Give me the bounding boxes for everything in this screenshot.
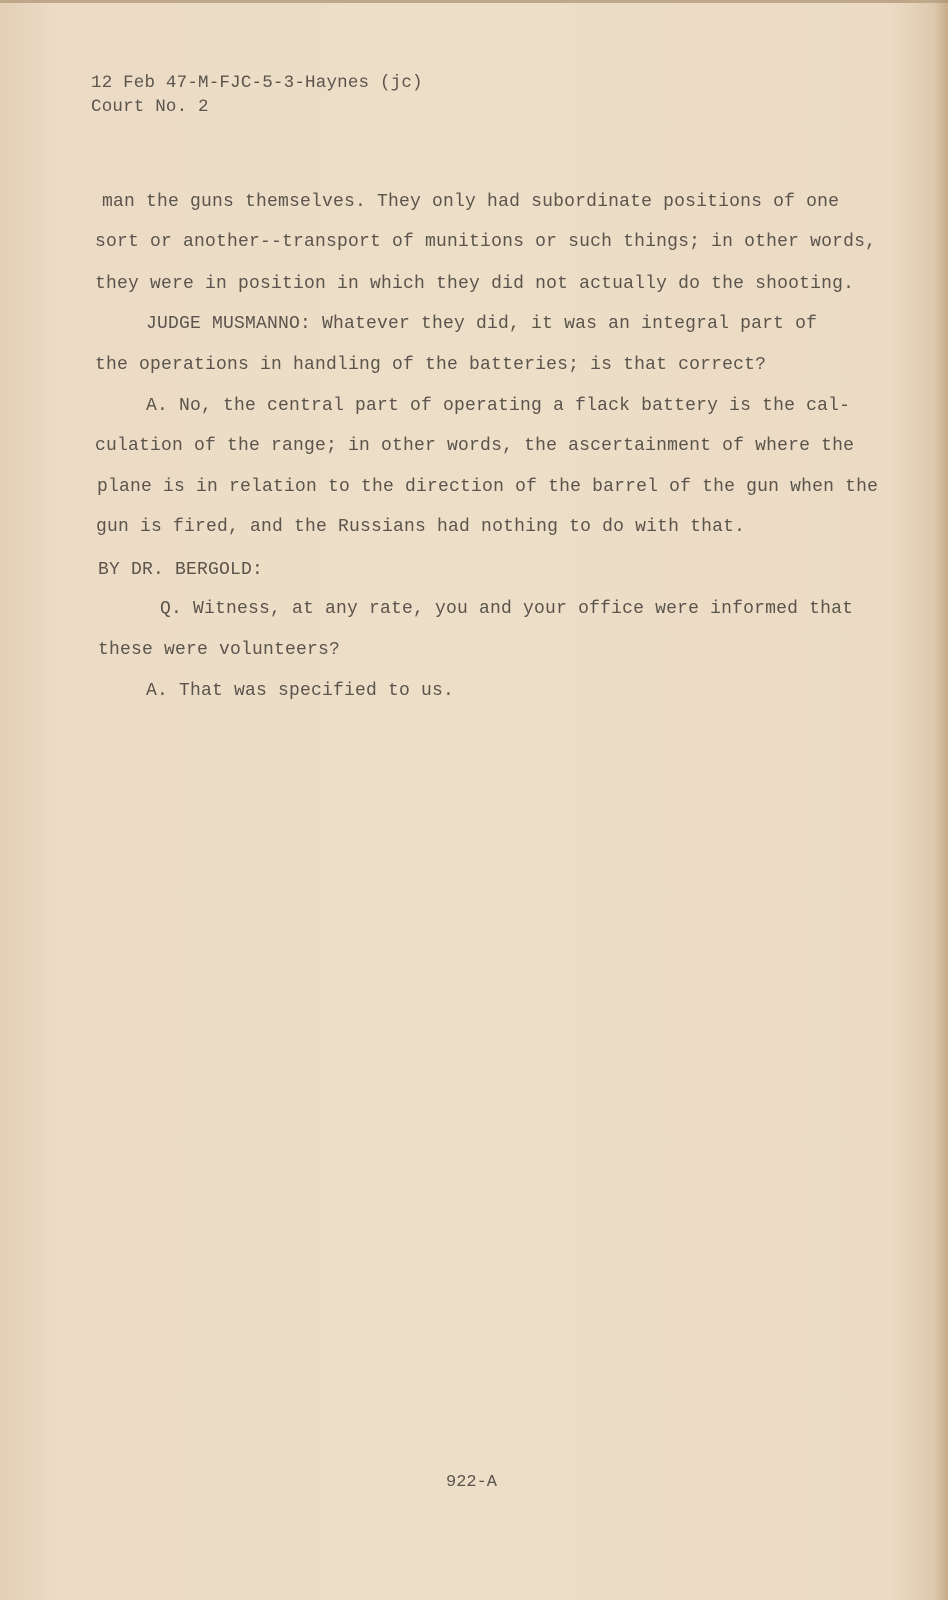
body-line: man the guns themselves. They only had subordinate positions of one — [102, 192, 840, 212]
body-line: these were volunteers? — [98, 640, 341, 660]
body-line: gun is fired, and the Russians had nothing to do with that. — [96, 517, 746, 537]
body-line: sort or another--transport of munitions or such things; in other words, — [95, 232, 877, 252]
body-line: culation of the range; in other words, the ascertainment of where the — [95, 436, 855, 456]
question-line: Q. Witness, at any rate, you and your office were informed that — [160, 599, 854, 619]
body-line: they were in position in which they did not actually do the shooting. — [95, 274, 855, 294]
header-court: Court No. 2 — [91, 97, 209, 117]
answer-line: A. That was specified to us. — [146, 681, 455, 701]
speaker-line: JUDGE MUSMANNO: Whatever they did, it was an integral part of — [146, 314, 818, 334]
examiner-line: BY DR. BERGOLD: — [98, 560, 264, 580]
page-right-shadow — [934, 0, 948, 1600]
body-line: plane is in relation to the direction of the barrel of the gun when the — [97, 477, 879, 497]
header-reference: 12 Feb 47-M-FJC-5-3-Haynes (jc) — [91, 73, 423, 93]
page-top-edge — [0, 0, 948, 3]
answer-line: A. No, the central part of operating a flack battery is the cal- — [146, 396, 851, 416]
page-number: 922-A — [446, 1473, 498, 1492]
body-line: the operations in handling of the batteries; is that correct? — [95, 355, 767, 375]
